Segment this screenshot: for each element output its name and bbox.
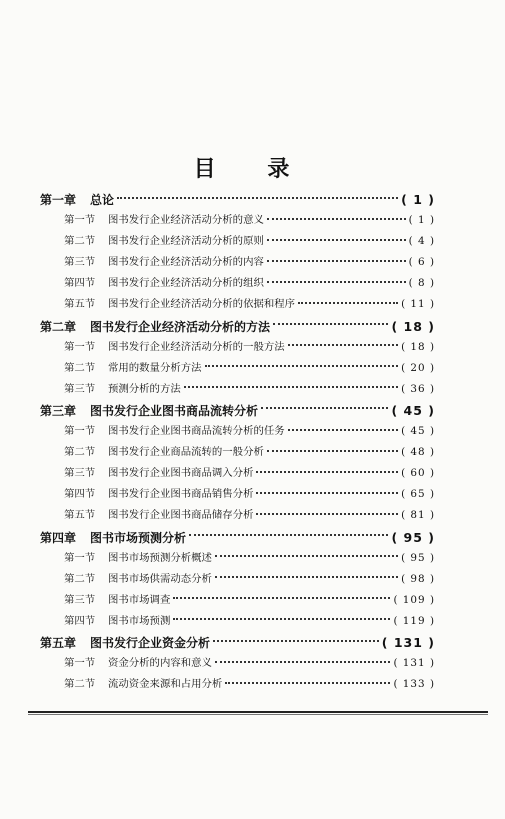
section-number: 第四节 bbox=[64, 614, 96, 627]
page-number: ( 18 ) bbox=[401, 340, 435, 353]
toc-chapter-row[interactable] bbox=[40, 632, 435, 653]
section-title: 图书发行企业商品流转的一般分析 bbox=[108, 446, 264, 459]
dot-leader bbox=[273, 323, 388, 325]
page-number: ( 131 ) bbox=[381, 634, 435, 650]
chapter-title: 图书发行企业资金分析 bbox=[90, 635, 211, 650]
toc-section-row[interactable] bbox=[40, 252, 435, 273]
bottom-rule bbox=[28, 711, 488, 713]
section-title: 图书发行企业图书商品流转分析的任务 bbox=[108, 425, 285, 438]
toc-section-row[interactable] bbox=[40, 611, 435, 632]
dot-leader bbox=[288, 344, 398, 346]
dot-leader bbox=[225, 682, 390, 684]
dot-leader bbox=[256, 513, 398, 515]
section-title: 图书市场预测 bbox=[108, 614, 171, 627]
page-number: ( 20 ) bbox=[401, 361, 435, 374]
section-title: 图书市场供需动态分析 bbox=[108, 572, 212, 585]
section-number: 第二节 bbox=[64, 446, 96, 459]
section-number: 第一节 bbox=[64, 551, 96, 564]
dot-leader bbox=[213, 640, 379, 642]
chapter-title: 图书市场预测分析 bbox=[90, 530, 187, 545]
page-number: ( 131 ) bbox=[393, 657, 435, 670]
toc-section-row[interactable] bbox=[40, 337, 435, 358]
page-number: ( 109 ) bbox=[393, 593, 435, 606]
toc-section-row[interactable] bbox=[40, 273, 435, 294]
toc-section-row[interactable] bbox=[40, 590, 435, 611]
toc-chapter-row[interactable] bbox=[40, 527, 435, 548]
dot-leader bbox=[173, 618, 390, 620]
section-title: 图书发行企业图书商品销售分析 bbox=[108, 488, 254, 501]
section-number: 第四节 bbox=[64, 277, 96, 290]
toc-section-row[interactable] bbox=[40, 210, 435, 231]
page-number: ( 4 ) bbox=[408, 235, 435, 248]
dot-leader bbox=[117, 197, 398, 199]
page-title: 目 录 bbox=[193, 157, 312, 182]
section-number: 第二节 bbox=[64, 678, 96, 691]
toc-section-row[interactable] bbox=[40, 379, 435, 400]
dot-leader bbox=[267, 260, 406, 262]
page-number: ( 65 ) bbox=[401, 488, 435, 501]
dot-leader bbox=[173, 597, 390, 599]
chapter-title: 图书发行企业图书商品流转分析 bbox=[90, 403, 259, 418]
toc-section-row[interactable] bbox=[40, 484, 435, 505]
section-number: 第一节 bbox=[64, 214, 96, 227]
page-number: ( 98 ) bbox=[401, 572, 435, 585]
page-number: ( 45 ) bbox=[391, 402, 435, 418]
toc-section-row[interactable] bbox=[40, 442, 435, 463]
page-number: ( 8 ) bbox=[408, 277, 435, 290]
toc-chapter-row[interactable] bbox=[40, 400, 435, 421]
section-number: 第一节 bbox=[64, 657, 96, 670]
section-title: 常用的数量分析方法 bbox=[108, 361, 202, 374]
section-title: 图书发行企业经济活动分析的依据和程序 bbox=[108, 298, 296, 311]
section-title: 流动资金来源和占用分析 bbox=[108, 678, 223, 691]
dot-leader bbox=[261, 407, 388, 409]
page-number: ( 119 ) bbox=[393, 614, 435, 627]
section-number: 第四节 bbox=[64, 488, 96, 501]
dot-leader bbox=[189, 534, 388, 536]
page-number: ( 1 ) bbox=[408, 214, 435, 227]
dot-leader bbox=[267, 218, 406, 220]
toc-section-row[interactable] bbox=[40, 569, 435, 590]
dot-leader bbox=[288, 429, 398, 431]
section-number: 第三节 bbox=[64, 593, 96, 606]
chapter-number: 第二章 bbox=[40, 319, 77, 334]
section-number: 第二节 bbox=[64, 361, 96, 374]
section-title: 图书发行企业经济活动分析的内容 bbox=[108, 256, 264, 269]
page-number: ( 11 ) bbox=[401, 298, 435, 311]
section-number: 第五节 bbox=[64, 298, 96, 311]
section-number: 第三节 bbox=[64, 382, 96, 395]
page-number: ( 1 ) bbox=[401, 192, 435, 207]
section-title: 图书发行企业经济活动分析的原则 bbox=[108, 235, 264, 248]
section-title: 图书发行企业图书商品储存分析 bbox=[108, 509, 254, 522]
chapter-title: 总论 bbox=[90, 193, 115, 207]
page-number: ( 95 ) bbox=[401, 551, 435, 564]
section-title: 预测分析的方法 bbox=[108, 382, 181, 395]
dot-leader bbox=[215, 661, 391, 663]
dot-leader bbox=[184, 386, 398, 388]
dot-leader bbox=[256, 492, 398, 494]
toc-section-row[interactable] bbox=[40, 294, 435, 315]
page-number: ( 81 ) bbox=[401, 509, 435, 522]
chapter-number: 第一章 bbox=[40, 193, 77, 207]
dot-leader bbox=[298, 302, 398, 304]
toc-section-row[interactable] bbox=[40, 653, 435, 674]
dot-leader bbox=[267, 239, 406, 241]
section-number: 第一节 bbox=[64, 340, 96, 353]
section-number: 第二节 bbox=[64, 235, 96, 248]
section-number: 第五节 bbox=[64, 509, 96, 522]
section-number: 第三节 bbox=[64, 467, 96, 480]
dot-leader bbox=[267, 450, 398, 452]
toc-section-row[interactable] bbox=[40, 674, 435, 695]
section-title: 图书发行企业经济活动分析的意义 bbox=[108, 214, 264, 227]
dot-leader bbox=[215, 555, 398, 557]
dot-leader bbox=[205, 365, 399, 367]
section-title: 图书发行企业经济活动分析的一般方法 bbox=[108, 340, 285, 353]
toc-chapter-row[interactable] bbox=[40, 316, 435, 337]
section-title: 资金分析的内容和意义 bbox=[108, 657, 212, 670]
toc-section-row[interactable] bbox=[40, 505, 435, 526]
dot-leader bbox=[267, 281, 406, 283]
section-title: 图书市场调查 bbox=[108, 593, 171, 606]
section-title: 图书发行企业经济活动分析的组织 bbox=[108, 277, 264, 290]
section-title: 图书发行企业图书商品调入分析 bbox=[108, 467, 254, 480]
page-number: ( 133 ) bbox=[393, 678, 435, 691]
toc-section-row[interactable] bbox=[40, 421, 435, 442]
section-number: 第二节 bbox=[64, 572, 96, 585]
page-number: ( 6 ) bbox=[408, 256, 435, 269]
chapter-number: 第三章 bbox=[40, 403, 77, 418]
toc-section-row[interactable] bbox=[40, 463, 435, 484]
chapter-title: 图书发行企业经济活动分析的方法 bbox=[90, 319, 271, 334]
page-number: ( 95 ) bbox=[391, 529, 435, 545]
page-number: ( 36 ) bbox=[401, 382, 435, 395]
toc-section-row[interactable] bbox=[40, 548, 435, 569]
page-number: ( 45 ) bbox=[401, 425, 435, 438]
dot-leader bbox=[215, 576, 398, 578]
toc-section-row[interactable] bbox=[40, 358, 435, 379]
page-number: ( 60 ) bbox=[401, 467, 435, 480]
section-title: 图书市场预测分析概述 bbox=[108, 551, 212, 564]
toc-chapter-row[interactable] bbox=[40, 189, 435, 210]
chapter-number: 第四章 bbox=[40, 530, 77, 545]
section-number: 第一节 bbox=[64, 425, 96, 438]
toc-section-row[interactable] bbox=[40, 231, 435, 252]
table-of-contents bbox=[40, 189, 435, 695]
chapter-number: 第五章 bbox=[40, 635, 77, 650]
bottom-rule-shadow bbox=[28, 714, 488, 715]
page-number: ( 48 ) bbox=[401, 446, 435, 459]
dot-leader bbox=[256, 471, 398, 473]
page-number: ( 18 ) bbox=[391, 318, 435, 334]
section-number: 第三节 bbox=[64, 256, 96, 269]
